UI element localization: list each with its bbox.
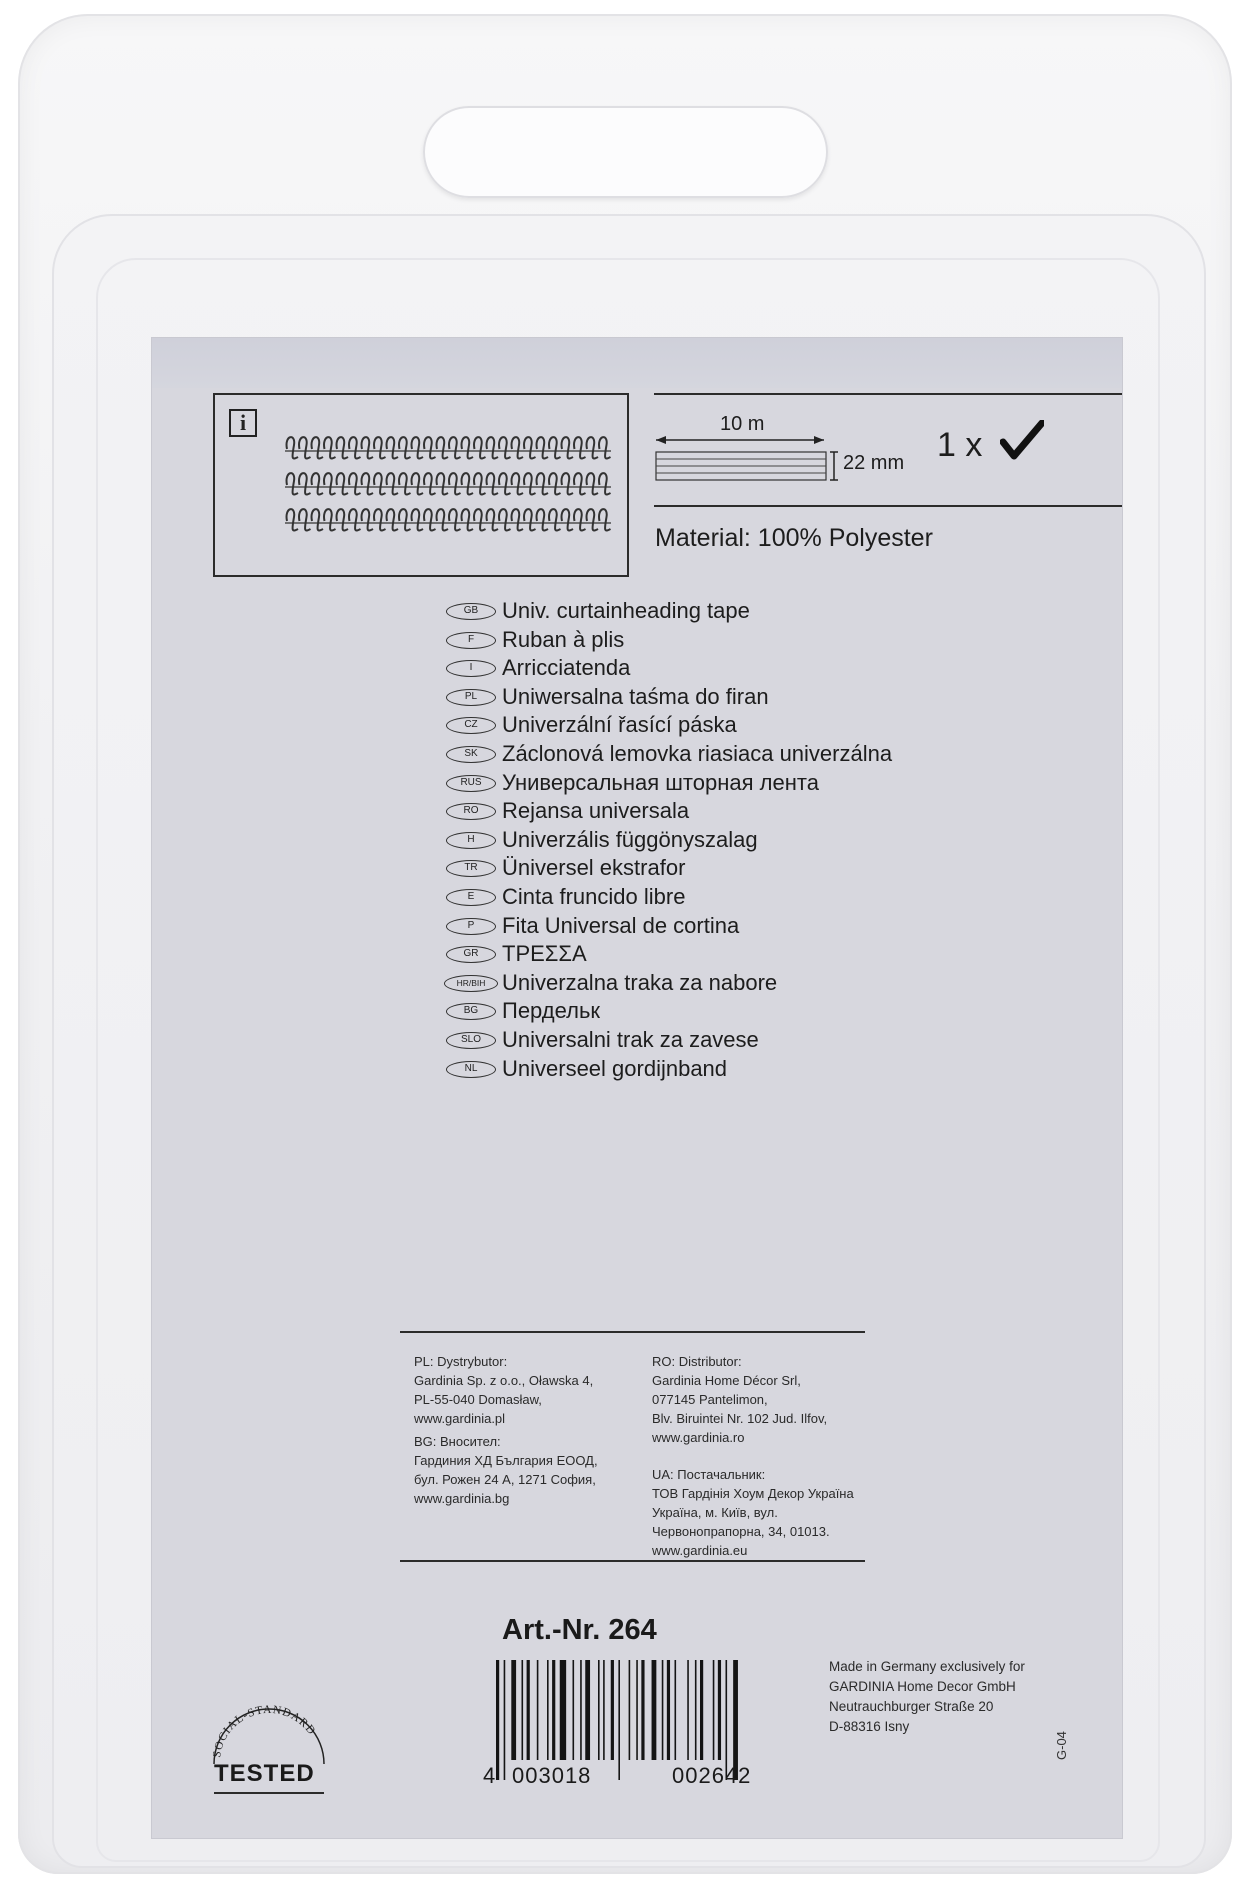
language-text: Uniwersalna taśma do firan [502,683,769,709]
tape-pleat [312,473,323,494]
barcode-bar [504,1660,506,1780]
tape-pleat [424,473,435,494]
distributor-bottom-rule [400,1560,865,1562]
language-code-badge: SK [446,746,496,763]
barcode-bar [527,1660,530,1760]
language-code-badge: BG [446,1003,496,1020]
tape-pleat [312,437,323,458]
check-icon [1000,420,1044,460]
tape-pleat [324,509,335,530]
tape-pleat [437,473,448,494]
barcode-bar [662,1660,664,1760]
tape-pleat [537,437,548,458]
length-label: 10 m [720,413,765,435]
barcode-left-group: 003018 [512,1763,592,1788]
barcode-bar [537,1660,539,1760]
tape-pleat [474,473,485,494]
tape-pleat [299,473,310,494]
language-code-badge: GB [446,603,496,620]
barcode-bar [585,1660,590,1760]
tape-pleat [387,437,398,458]
quantity-label [937,420,1044,465]
tape-pleat [499,473,510,494]
language-text: Üniversel ekstrafor [502,855,686,881]
seal-arc-text: SOCIAL-STANDARD [211,1703,318,1759]
tape-pleat [362,509,373,530]
language-code-badge: TR [446,860,496,877]
tape-pleat [287,509,298,530]
language-code-badge: HR/BIH [444,975,498,992]
tape-pleat [362,473,373,494]
tape-pleat [474,509,485,530]
social-standard-seal [208,1690,330,1770]
language-text: Universeel gordijnband [502,1055,728,1081]
barcode-first-digit: 4 [483,1763,496,1788]
distributor-ua: UA: Постачальник: ТОВ Гардінія Хоум Декор Україна Україна, м. Київ, вул. Червонопрапорна, 34, 01013. www.gardinia.eu [652,1467,854,1558]
tape-pleat [337,473,348,494]
language-code-badge: P [446,918,496,935]
seal-underline [214,1792,324,1794]
tape-pleat [449,509,460,530]
language-text: ΤΡΕΣΣΑ [502,941,587,967]
card-top-strip [152,338,1122,388]
tape-pleat [462,509,473,530]
language-text: Univ. curtainheading tape [502,598,750,623]
tape-pleat [487,473,498,494]
tape-pleat [349,473,360,494]
distributor-ro: RO: Distributor: Gardinia Home Décor Srl, 077145 Pantelimon, Blv. Biruintei Nr. 102 Jud. Ilfov, www.gardinia.ro [652,1354,828,1445]
language-text: Fita Universal de cortina [502,912,740,938]
language-text: Cinta fruncido libre [502,883,686,909]
barcode-bar [618,1660,620,1780]
tape-pleat [524,437,535,458]
language-text: Universalni trak za zavese [502,1026,759,1052]
barcode-bar [700,1660,703,1760]
distributor-pl: PL: Dystrybutor: Gardinia Sp. z o.o., Oławska 4, PL-55-040 Domasław, www.gardinia.pl [414,1354,594,1426]
tape-pleat [399,509,410,530]
middle-rule [654,505,1122,507]
tape-pleat [449,437,460,458]
tape-pleat [412,437,423,458]
language-code-badge: H [446,832,496,849]
barcode-bar [547,1660,549,1760]
language-text: Univerzální řasící páska [502,712,737,738]
tape-pleat [449,473,460,494]
barcode-bar [718,1660,721,1760]
tape-pleat [512,473,523,494]
tape-pleat [574,437,585,458]
tape-pleat [287,437,298,458]
language-code-badge: F [446,632,496,649]
tape-pleat [574,509,585,530]
tape-pleat [362,437,373,458]
tape-pleat [374,509,385,530]
tape-pleat [487,509,498,530]
tape-pleat [412,509,423,530]
barcode-bar [603,1660,605,1760]
tape-pleat [537,509,548,530]
language-text: Rejansa universala [502,798,690,824]
barcode [496,1660,802,1780]
hang-hole [423,106,828,198]
language-text: Arricciatenda [502,655,631,681]
barcode-bar [675,1660,677,1760]
tape-pleat [474,437,485,458]
barcode-bar [522,1660,524,1760]
tape-pleat [424,509,435,530]
curtain-tape-illustration [283,421,613,549]
language-text: Záclonová lemovka riasiaca univerzálna [502,740,893,766]
tape-pleat [587,437,598,458]
top-rule [654,393,1122,395]
tape-pleat [412,473,423,494]
tape-pleat [387,509,398,530]
tape-pleat [549,473,560,494]
tape-pleat [437,509,448,530]
tape-pleat [549,437,560,458]
tape-pleat [599,437,610,458]
tape-pleat [537,473,548,494]
tape-pleat [349,437,360,458]
language-code-badge: RO [446,803,496,820]
language-text: Univerzális függönyszalag [502,826,758,852]
barcode-bar [511,1660,516,1760]
info-box [213,393,629,577]
tape-pleat [337,437,348,458]
tape-pleat [374,437,385,458]
language-code-badge: SLO [446,1032,496,1049]
made-in-germany: Made in Germany exclusively for GARDINIA Home Decor GmbH Neutrauchburger Straße 20 D-88316 Isny [829,1659,1025,1734]
tape-pleat [512,437,523,458]
quantity-text: 1 x [937,426,983,464]
barcode-bar [713,1660,715,1760]
tape-pleat [312,509,323,530]
info-icon: i [229,409,257,437]
width-label: 22 mm [843,452,905,474]
tape-pleat [587,509,598,530]
language-code-badge: NL [446,1061,496,1078]
tape-pleat [399,437,410,458]
tape-pleat [512,509,523,530]
tape-pleat [324,473,335,494]
barcode-bar [629,1660,631,1760]
barcode-bar [552,1660,555,1760]
tape-pleat [437,437,448,458]
tape-pleat [424,437,435,458]
tape-pleat [374,473,385,494]
tape-pleat [587,473,598,494]
barcode-bar [733,1660,738,1780]
barcode-bar [496,1660,499,1780]
language-code-badge: GR [446,946,496,963]
version-code: G-04 [1054,1731,1069,1760]
tape-pleat [599,473,610,494]
tape-pleat [524,473,535,494]
tape-pleat [324,437,335,458]
tape-pleat [462,473,473,494]
article-number: Art.-Nr. 264 [502,1614,657,1646]
barcode-bar [726,1660,728,1780]
language-text: Пердельк [502,998,601,1024]
barcode-bar [641,1660,644,1760]
barcode-bar [687,1660,689,1760]
barcode-bar [652,1660,657,1760]
tape-pleat [599,509,610,530]
language-code-badge: CZ [446,717,496,734]
barcode-bar [667,1660,670,1760]
material-label: Material: 100% Polyester [655,524,933,552]
tape-pleat [549,509,560,530]
distributor-bg: BG: Вносител: Гардиния ХД България ЕООД, бул. Рожен 24 А, 1271 София, www.gardinia.bg [414,1434,598,1506]
barcode-bar [580,1660,582,1760]
barcode-bar [560,1660,566,1760]
language-code-badge: PL [446,689,496,706]
tape-pleat [574,473,585,494]
tape-pleat [299,509,310,530]
barcode-right-group: 002642 [672,1763,752,1788]
language-text: Univerzalna traka za nabore [502,969,778,995]
barcode-bar [573,1660,575,1760]
barcode-bar [636,1660,638,1760]
tape-pleat [399,473,410,494]
svg-text:SOCIAL-STANDARD [211,1704,318,1759]
language-text: Ruban à plis [502,626,625,652]
tape-pleat [337,509,348,530]
tape-pleat [562,509,573,530]
barcode-bar [611,1660,614,1760]
tape-pleat [462,437,473,458]
barcode-bar [695,1660,697,1760]
dimension-diagram [654,432,844,492]
tape-pleat [524,509,535,530]
tape-pleat [349,509,360,530]
language-code-badge: E [446,889,496,906]
barcode-bar [598,1660,600,1760]
distributor-top-rule [400,1331,865,1333]
language-code-badge: I [446,660,496,677]
tape-pleat [562,437,573,458]
language-text: Универсальная шторная лента [502,769,819,795]
tape-pleat [562,473,573,494]
tape-pleat [499,509,510,530]
tape-pleat [499,437,510,458]
language-code-badge: RUS [446,775,496,792]
tape-pleat [487,437,498,458]
tape-pleat [287,473,298,494]
tape-pleat [387,473,398,494]
tape-pleat [299,437,310,458]
seal-label: TESTED [214,1760,315,1787]
